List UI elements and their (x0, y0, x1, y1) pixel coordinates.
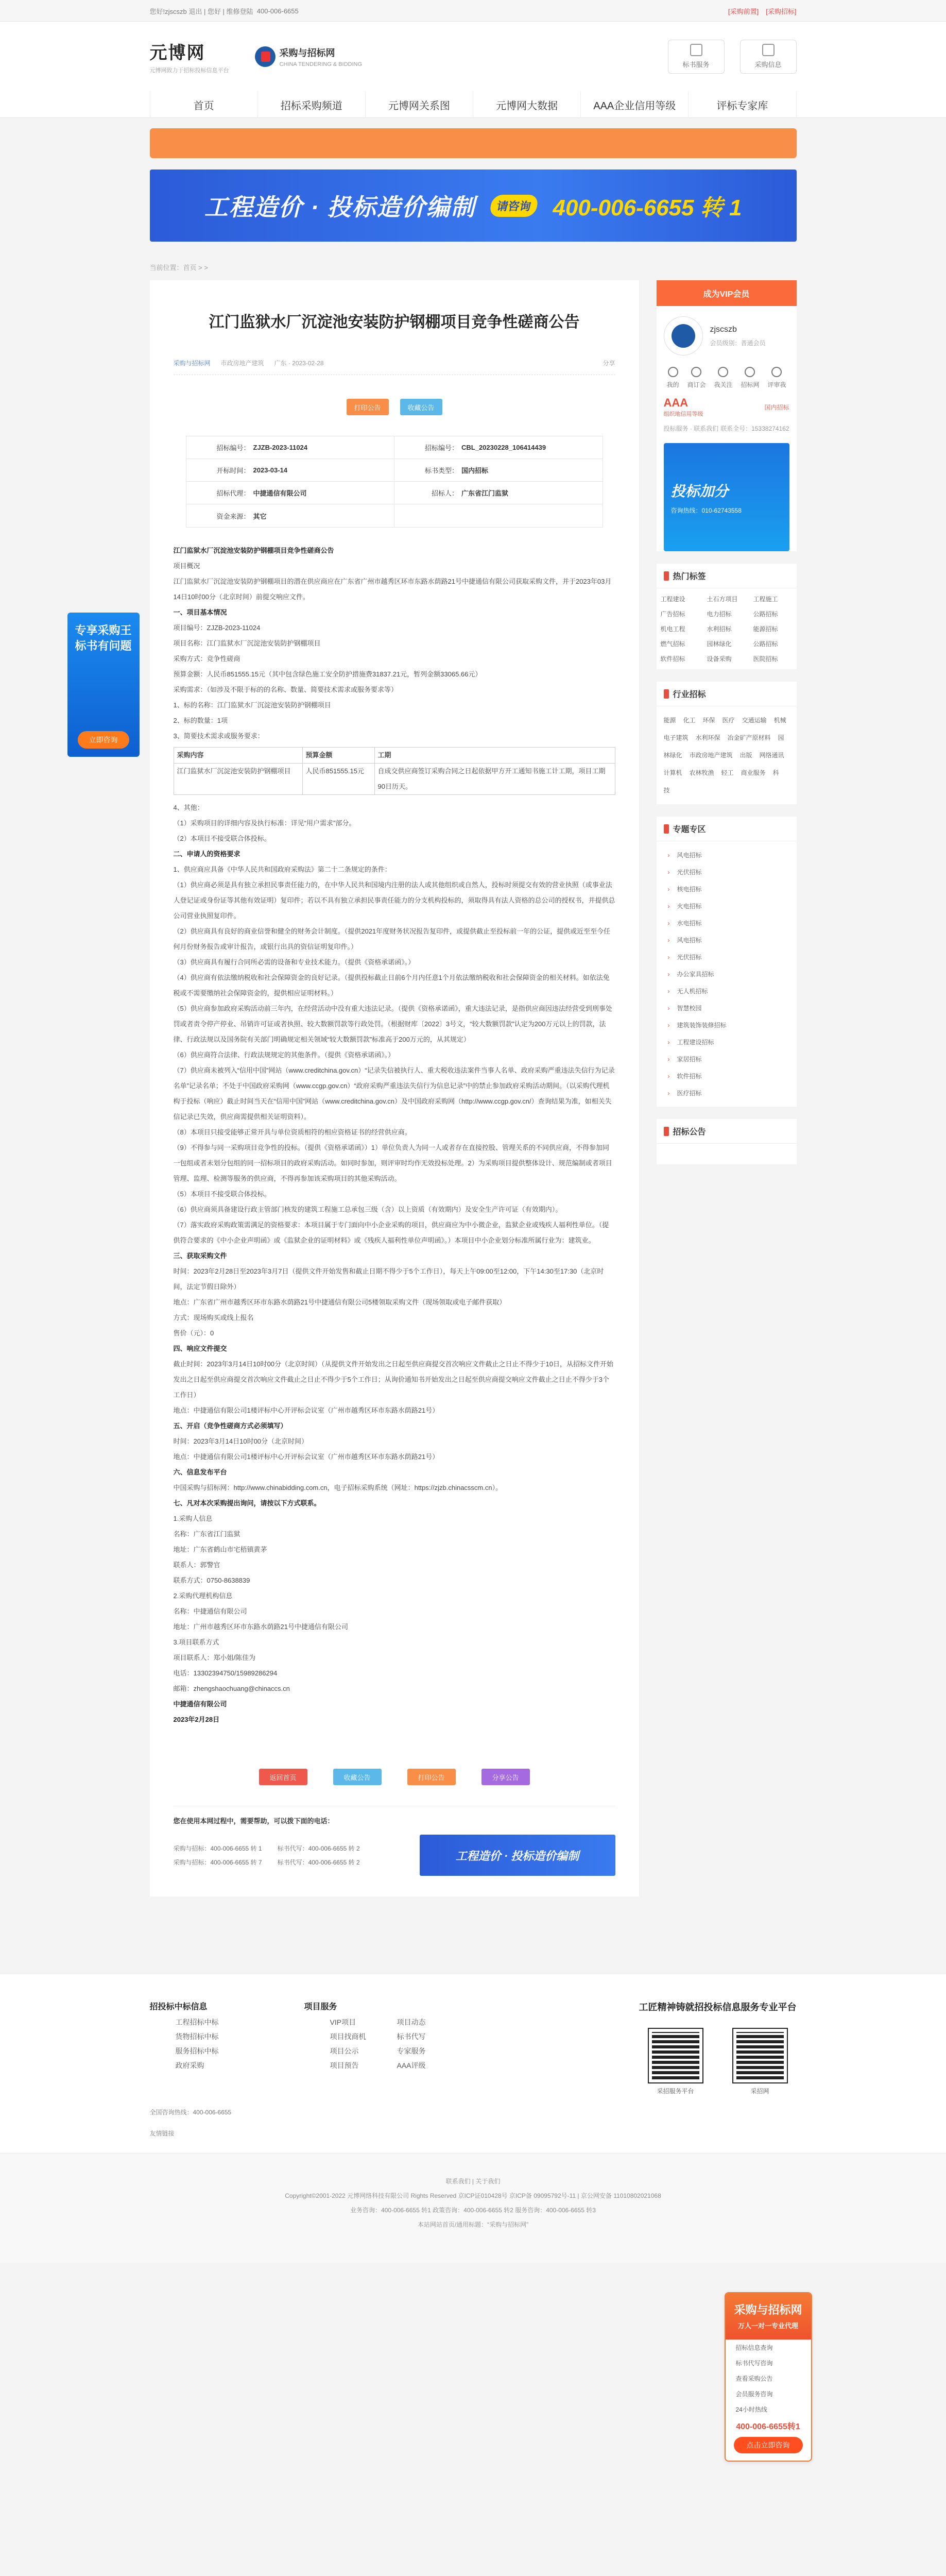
ad-banner[interactable] (150, 170, 797, 242)
body-paragraph: 二、申请人的资格要求 (173, 850, 240, 858)
right-float-panel (725, 2292, 812, 2462)
body-paragraph: （7）落实政府采购政策需满足的资格要求：本项目属于专门面向中小企业采购的项目，供应商应为中小微企业，监狱企业或残疾人福利性单位。（提供符合要求的《中小企业声明函》或《监狱企业的证明材料》或《残疾人福利性单位声明函》。）本项目中小企业划分标准所属行业为：建筑业。 (173, 1221, 609, 1244)
body-paragraph: 联系方式：0750-8638839 (173, 1577, 250, 1584)
friend-links[interactable]: 友情链接 (149, 2130, 175, 2137)
info-cell (394, 459, 603, 481)
info-row (186, 436, 603, 459)
hot-tag[interactable]: 公路招标 (753, 640, 778, 648)
body-paragraph: 1.采购人信息 (173, 1515, 213, 1522)
industry-title: 行业招标 (673, 690, 706, 699)
industry-link[interactable]: 水利环保 (695, 734, 720, 741)
body-paragraph: 中国采购与招标网：http://www.chinabidding.com.cn，电子招标采购系统（网址：https://zjzb.chinacsscm.cn）。 (173, 1484, 503, 1492)
shortcut-label: 招标网 (741, 381, 760, 388)
bottom-share-button[interactable]: 分享公告 (481, 1769, 530, 1785)
aaa-badge[interactable] (664, 396, 703, 418)
nav-item[interactable]: 元博网关系图 (366, 91, 473, 118)
info-cell (394, 482, 603, 504)
footer-link[interactable]: 服务招标中标 (175, 2047, 219, 2055)
float-item[interactable]: 招标信息查询 (735, 2344, 773, 2351)
info-key: 招标编号： (216, 444, 250, 452)
notice-title: 招标公告 (673, 1128, 706, 1137)
footer-link[interactable]: 政府采购 (175, 2061, 204, 2070)
section-marker-icon (664, 1127, 669, 1136)
topic-link[interactable]: › 医疗招标 (657, 1084, 797, 1101)
body-paragraph: 3、简要技术需求或服务要求： (173, 732, 264, 740)
side-ad[interactable] (664, 443, 789, 551)
body-paragraph: 江门监狱水厂沉淀池安装防护钢棚项目竞争性磋商公告 (173, 547, 334, 554)
main-nav (0, 91, 946, 118)
info-row (186, 459, 603, 482)
info-key: 招标人： (431, 489, 458, 497)
topic-link[interactable]: › 建筑装饰装修招标 (657, 1016, 797, 1033)
qr-code-2 (733, 2029, 787, 2095)
info-cell (394, 436, 603, 459)
user-shortcut[interactable] (767, 367, 786, 389)
body-paragraph: 七、凡对本次采购提出询问，请按以下方式联系。 (173, 1499, 321, 1507)
topic-title: 专题专区 (673, 825, 706, 834)
help-phone-3: 采购与招标：400-006-6655 转 7 (173, 1859, 262, 1866)
purchase-info-button[interactable] (740, 40, 797, 74)
banner-title: 工程造价 · 投标造价编制 (204, 194, 476, 221)
body-paragraph: 地点：广东省广州市越秀区环市东路水荫路21号中捷通信有限公司5楼领取采购文件（现场领取或电子邮件获取） (173, 1298, 506, 1306)
article-body (174, 543, 615, 744)
body-paragraph: （9）不得参与同一采购项目竞争性的投标。（提供《资格承诺函》）1）单位负责人为同一人或者存在直接控股、管理关系的不同供应商，不得参加同一包组或者未划分包组的同一招标项目的政府采购活动。如同时参加，则评审时均作无效投标处理。2）为采购项目提供整体设计、规范编制或者项目管理、监理、检测等服务的供应商，不得再参加该采购项目的其他采购活动。 (173, 1144, 612, 1182)
logo-main: 元博网 (149, 43, 205, 63)
info-cell (186, 436, 394, 459)
meta-date: 广东 · 2023-02-28 (274, 360, 324, 367)
body-paragraph: 项目编号：ZJZB-2023-11024 (173, 624, 261, 632)
body-paragraph: 截止时间：2023年3月14日10时00分（北京时间）（从提供文件开始发出之日起至供应商提交首次响应文件截止之日止不得少于10日，从招标文件开始发出之日起至供应商提交首次响应文件截止之日止不得少于5个工作日；从询价通知书开始发出之日起至供应商提交响应文件截止之日止不得少于3个工作日） (173, 1360, 613, 1399)
industry-link[interactable]: 交通运输 (742, 717, 767, 724)
topic-link[interactable]: › 家居招标 (657, 1050, 797, 1067)
breadcrumb: 当前位置：首页 > > (149, 264, 208, 272)
body-paragraph: （4）供应商有依法缴纳税收和社会保障资金的良好记录。（提供投标截止日前6个月内任意1个月依法缴纳税收和社会保障资金的相关材料。如依法免税或不需要缴纳社会保障资金的，提供相应证明材料。） (173, 974, 610, 997)
body-paragraph: 三、获取采购文件 (173, 1252, 227, 1260)
aaa-sub: 组织地信用等级 (663, 411, 703, 417)
bid-service-button[interactable] (668, 40, 725, 74)
help-title: 您在使用本网过程中，需要帮助，可以拨下面的电话： (174, 1806, 615, 1825)
edit-icon (762, 44, 775, 56)
footer-phone: 全国咨询热线：400-006-6655 (149, 2109, 232, 2116)
footer-link[interactable]: 项目预告 (330, 2061, 359, 2070)
body-paragraph: 项目名称：江门监狱水厂沉淀池安装防护钢棚项目 (173, 639, 321, 647)
bottom-favorite-button[interactable]: 收藏公告 (333, 1769, 382, 1785)
info-key: 资金来源： (216, 512, 250, 520)
article-title: 江门监狱水厂沉淀池安装防护钢棚项目竞争性磋商公告 (209, 314, 580, 331)
industry-link[interactable]: 环保 (702, 717, 715, 724)
float-item[interactable]: 24小时热线 (735, 2405, 767, 2413)
info-table (186, 436, 603, 528)
print-button[interactable]: 打印公告 (347, 399, 389, 415)
left-float-sub: 标书有问题 (75, 639, 132, 652)
topbar (0, 0, 946, 22)
user-shortcut[interactable] (667, 367, 679, 389)
article-body-2 (174, 800, 615, 1727)
body-paragraph: 六、信息发布平台 (173, 1468, 227, 1476)
body-paragraph: 2、标的数量：1项 (173, 717, 228, 724)
topbar-link-1[interactable]: [采购前置] (728, 7, 759, 15)
topic-link[interactable]: › 风电招标 (657, 931, 797, 948)
body-paragraph: 电话：13302394750/15989286294 (173, 1669, 278, 1677)
footer-slogan: 工匠精神铸就招投标信息服务专业平台 (639, 2002, 797, 2012)
shortcut-icon (771, 367, 782, 377)
document-icon (690, 44, 702, 56)
info-value: ZJZB-2023-11024 (253, 444, 308, 451)
info-value: 中捷通信有限公司 (253, 489, 307, 497)
meta-category: 市政房地产建筑 (220, 360, 264, 367)
bottom-print-button[interactable]: 打印公告 (407, 1769, 456, 1785)
body-paragraph: 2023年2月28日 (173, 1716, 220, 1723)
body-paragraph: （6）供应商符合法律、行政法规规定的其他条件。（提供《资格承诺函》。） (173, 1051, 395, 1059)
body-paragraph: 地址：广州市越秀区环市东路水荫路21号中捷通信有限公司 (173, 1623, 348, 1631)
favorite-button[interactable]: 收藏公告 (400, 399, 442, 415)
body-paragraph: （1）供应商必须是具有独立承担民事责任能力的，在中华人民共和国境内注册的法人或其他组织或自然人，投标时须提交有效的营业执照（或事业法人登记证或身份证等其他有效证明）复印件；若以不具有独立承担民事责任能力的分支机构投标的，须取得具有法人资格的总公司的授权书，并提供总公司营业执照复印件。 (173, 881, 615, 920)
info-cell (186, 482, 394, 504)
sidebar (657, 280, 797, 1177)
topic-link[interactable]: › 火电招标 (657, 897, 797, 914)
body-paragraph: 3.项目联系方式 (173, 1638, 219, 1646)
body-paragraph: 名称：广东省江门监狱 (173, 1530, 240, 1538)
body-paragraph: 1、供应商应具备《中华人民共和国政府采购法》第二十二条规定的条件： (173, 866, 391, 873)
info-cell (186, 504, 394, 527)
shortcut-icon (668, 367, 678, 377)
footer-link[interactable]: 项目找商机 (330, 2032, 366, 2041)
hot-tag[interactable]: 软件招标 (660, 655, 685, 663)
footer-link[interactable]: 货物招标中标 (175, 2032, 219, 2041)
topbar-link-2[interactable]: [采购招标] (766, 7, 797, 15)
body-paragraph: 项目概况 (173, 562, 200, 570)
help-phone-1: 采购与招标：400-006-6655 转 1 (173, 1845, 262, 1852)
service-link[interactable]: 投标服务 · 联系我们 (663, 425, 719, 432)
contact-phone: 联系全号：15338274162 (720, 425, 789, 432)
user-shortcut[interactable] (714, 367, 732, 389)
side-ad-title: 投标加分 (670, 483, 729, 499)
partner-title: 采购与招标网 (279, 47, 335, 58)
qr-label-1: 采招服务平台 (657, 2088, 694, 2095)
topbar-phone: 400-006-6655 (256, 7, 299, 15)
body-paragraph: 4、其他： (173, 804, 204, 811)
copy-links[interactable]: 联系我们 | 关于我们 (445, 2178, 501, 2185)
topic-link[interactable]: › 核电招标 (657, 880, 797, 897)
qr-code-1 (649, 2029, 702, 2095)
industry-link[interactable]: 市政房地产建筑 (689, 752, 733, 759)
avatar (664, 316, 703, 355)
user-shortcut[interactable] (687, 367, 706, 389)
partner-logo-icon (255, 46, 276, 67)
industry-link[interactable]: 出版 (739, 752, 752, 759)
float-item[interactable]: 会员服务咨询 (735, 2390, 773, 2398)
nav-item[interactable]: 评标专家库 (689, 91, 796, 118)
nav-item[interactable]: 首页 (150, 91, 258, 118)
body-paragraph: 1、标的名称：江门监狱水厂沉淀池安装防护钢棚项目 (173, 701, 331, 709)
body-paragraph: 项目联系人：郑小姐/陈佳为 (173, 1654, 256, 1662)
section-marker-icon (664, 571, 669, 581)
hot-tag[interactable]: 医院招标 (753, 655, 778, 663)
body-paragraph: 地址：广东省鹤山市宅梧镇黄茅 (173, 1546, 267, 1553)
need-head-3: 工期 (377, 751, 391, 759)
info-key: 标书类型： (424, 467, 458, 474)
shortcut-label: 商订会 (687, 381, 706, 388)
username: zjscszb (710, 325, 737, 334)
body-paragraph: 名称：中捷通信有限公司 (173, 1607, 247, 1615)
body-paragraph: （6）供应商须具备建设行政主管部门核发的建筑工程施工总承包三级（含）以上资质（有效期内）及安全生产许可证（有效期内）。 (173, 1206, 562, 1213)
info-value: 其它 (253, 512, 267, 520)
section-marker-icon (664, 824, 669, 834)
info-row (186, 504, 603, 527)
hot-tag[interactable]: 能源招标 (753, 625, 778, 633)
need-cell-2: 人民币851555.15元 (303, 764, 375, 794)
nav-item[interactable]: 元博网大数据 (473, 91, 581, 118)
body-paragraph: 邮箱：zhengshaochuang@chinaccs.cn (173, 1685, 290, 1692)
info-value: 2023-03-14 (253, 466, 287, 474)
article (150, 280, 639, 1896)
logo-sub: 元博网致力于招标投标信息平台 (149, 67, 229, 74)
industry-link[interactable]: 科技 (663, 769, 779, 794)
hot-tags-title: 热门标签 (673, 572, 706, 581)
topic-link[interactable]: › 软件招标 (657, 1067, 797, 1084)
article-meta (174, 359, 615, 375)
footer (0, 1974, 946, 2153)
float-phone: 400-006-6655转1 (736, 2422, 800, 2431)
topic-link[interactable]: › 智慧校园 (657, 999, 797, 1016)
hot-tag[interactable]: 工程施工 (753, 596, 778, 603)
body-paragraph: （1）采购项目的详细内容及执行标准：详见“用户需求”部分。 (173, 819, 356, 827)
industry-link[interactable]: 农林牧渔 (689, 769, 714, 776)
notice-bar (150, 128, 797, 158)
footer-link[interactable]: 工程招标中标 (175, 2018, 219, 2026)
need-head-2: 预算金额 (303, 748, 375, 763)
hot-tag[interactable]: 电力招标 (707, 611, 732, 618)
hot-tag[interactable]: 机电工程 (660, 625, 685, 633)
info-cell (186, 459, 394, 481)
section-marker-icon (664, 689, 669, 699)
body-paragraph: （5）供应商参加政府采购活动前三年内，在经营活动中没有重大违法记录。（提供《资格承诺函》，重大违法记录，是指供应商因违法经营受到刑事处罚或者责令停产停业、吊销许可证或者执照、较大数额罚款等行政处罚。（根据财库〔2022〕3号文，“较大数额罚款”认定为200万元以上的罚款，法律、行政法规以及国务院有关部门明确规定相关领域“较大数额罚款”标准高于200万元的，从其规定） (173, 1005, 612, 1043)
topic-link[interactable]: › 无人机招标 (657, 982, 797, 999)
need-cell-1: 江门监狱水厂沉淀池安装防护钢棚项目 (174, 764, 303, 794)
header (0, 22, 946, 91)
vip-button[interactable]: 成为VIP会员 (657, 280, 797, 306)
hot-tag[interactable]: 工程建设 (660, 596, 685, 603)
body-paragraph: 四、响应文件提交 (173, 1345, 227, 1352)
industry-link[interactable]: 网络通讯计算机 (663, 752, 784, 776)
industry-link[interactable]: 商业服务 (741, 769, 766, 776)
user-panel (657, 306, 797, 443)
info-key: 招标编号： (424, 444, 458, 452)
bid-service-label: 标书服务 (682, 61, 710, 69)
body-paragraph: 江门监狱水厂沉淀池安装防护钢棚项目的潜在供应商应在广东省广州市越秀区环市东路水荫路21号中捷通信有限公司获取采购文件，并于2023年03月14日10时00分（北京时间）前提交响应文件。 (173, 578, 612, 601)
info-key: 招标代理： (216, 489, 250, 497)
copyright (0, 2153, 946, 2263)
hot-tag[interactable]: 广告招标 (660, 611, 685, 618)
float-title: 采购与招标网 (734, 2303, 802, 2316)
partner-logo[interactable] (255, 46, 363, 67)
left-float-cta[interactable]: 立即咨询 (78, 731, 129, 749)
footer-link[interactable]: 项目动态 (397, 2018, 426, 2026)
help-phone-2: 标书代写：400-006-6655 转 2 (277, 1845, 360, 1852)
footer-link[interactable]: 专家服务 (397, 2047, 426, 2055)
body-paragraph: 时间：2023年3月14日10时00分（北京时间） (173, 1437, 308, 1445)
body-paragraph: 一、项目基本情况 (173, 608, 227, 616)
copy-note: 本站网站首页/通用标题：“采购与招标网” (417, 2221, 529, 2228)
purchase-info-label: 采购信息 (754, 61, 782, 69)
share-link[interactable]: 分享 (603, 360, 615, 367)
info-cell (394, 504, 603, 527)
industry-link[interactable]: 医疗 (722, 717, 735, 724)
need-cell-3: 自成交供应商签订采购合同之日起依据甲方开工通知书施工计工期，项目工期90日历天。 (377, 767, 606, 790)
body-paragraph: 联系人：郭警官 (173, 1561, 220, 1569)
topic-link[interactable]: › 水电招标 (657, 914, 797, 931)
back-home-button[interactable]: 返回首页 (259, 1769, 307, 1785)
copy-phones: 业务咨询：400-006-6655 转1 政策咨询：400-006-6655 转2 服务咨询：400-006-6655 转3 (350, 2207, 596, 2214)
shortcut-icon (718, 367, 728, 377)
body-paragraph: 采购方式：竞争性磋商 (173, 655, 240, 663)
left-float-title: 专享采购王 (75, 624, 132, 637)
info-value: 国内招标 (461, 467, 489, 474)
footer-link[interactable]: VIP项目 (330, 2018, 356, 2026)
body-paragraph: （2）本项目不接受联合体投标。 (173, 835, 271, 842)
hot-tag[interactable]: 水利招标 (707, 625, 732, 633)
topic-link[interactable]: › 风电招标 (657, 846, 797, 863)
shortcut-label: 评审我 (767, 381, 786, 388)
left-float-ad[interactable] (67, 613, 140, 757)
body-paragraph: 预算金额：人民币851555.15元（其中包含绿色施工安全防护措施费31837.21元，暂列金额33065.66元） (173, 670, 482, 678)
shortcut-label: 我关注 (714, 381, 733, 388)
body-paragraph: 五、开启（竞争性磋商方式必须填写） (173, 1422, 287, 1430)
float-item[interactable]: 标书代写咨询 (735, 2359, 773, 2367)
side-ad-phone: 咨询热线：010-62743558 (670, 506, 742, 514)
hot-tag[interactable]: 燃气招标 (660, 640, 685, 648)
float-item[interactable]: 查看采购公告 (735, 2375, 773, 2382)
industry-link[interactable]: 化工 (683, 717, 696, 724)
help-phone-4: 标书代写：400-006-6655 转 2 (277, 1859, 360, 1866)
topic-link[interactable]: › 光伏招标 (657, 948, 797, 965)
topic-link[interactable]: › 光伏招标 (657, 863, 797, 880)
body-paragraph: 采购需求：（如涉及不限于标的的名称、数量、简要技术需求或服务要求等） (173, 686, 398, 693)
banner-badge: 请咨询 (489, 195, 540, 217)
body-paragraph: （5）本项目不接受联合体投标。 (173, 1190, 271, 1198)
qr-label-2: 采招网 (750, 2088, 769, 2095)
need-table (174, 747, 615, 795)
body-paragraph: 2.采购代理机构信息 (173, 1592, 233, 1600)
hot-tag[interactable]: 土石方项目 (707, 596, 738, 603)
industry-link[interactable]: 轻工 (721, 769, 734, 776)
banner-phone: 400-006-6655 转 1 (553, 195, 742, 221)
shortcut-icon (691, 367, 701, 377)
body-paragraph: 地点：中捷通信有限公司1楼评标中心开评标会议室（广州市越秀区环市东路水荫路21号） (173, 1453, 439, 1461)
body-paragraph: （2）供应商具有良好的商业信誉和健全的财务会计制度。（提供2021年度财务状况报告复印件，或提供截止至投标前一年的公证，提供或近至至今任何月份财务报告或审计报告，或银行出具的资信证明复印件。） (173, 927, 611, 951)
shortcut-icon (745, 367, 755, 377)
info-value: 广东省江门监狱 (461, 489, 509, 497)
nav-item[interactable]: 招标采购频道 (258, 91, 366, 118)
aaa-label: AAA (663, 396, 689, 409)
user-shortcut[interactable] (741, 367, 759, 389)
industry-link[interactable]: 冶金矿产原材料 (727, 734, 771, 741)
hot-tag[interactable]: 公路招标 (753, 611, 778, 618)
need-head-1: 采购内容 (174, 748, 303, 763)
hot-tag[interactable]: 设备采购 (707, 655, 732, 663)
body-paragraph: （7）供应商未被列入“信用中国”网站（www.creditchina.gov.cn）“记录失信被执行人、重大税收违法案件当事人名单、政府采购严重违法失信行为记录名单”记录名单；不处于中国政府采购网（www.ccgp.gov.cn）“政府采购严重违法失信行为信息记录”中的禁止参加政府采购活动期间。（以采购代理机构于投标（响应）截止时间当天在“信用中国”网站（www.creditchina.gov.cn）及中国政府采购网（http://www.ccgp.gov.cn/）查询结果为准，如相关失信记录已失效，供应商需提供相关证明资料）。 (173, 1066, 615, 1121)
float-sub: 万人一对一专业代理 (737, 2322, 798, 2330)
body-paragraph: 地点：中捷通信有限公司1楼评标中心开评标会议室（广州市越秀区环市东路水荫路21号） (173, 1406, 439, 1414)
body-paragraph: 方式：现场购买或线上报名 (173, 1314, 254, 1321)
body-paragraph: （8）本项目只接受能够正常开具与单位资质相符的相应资格证书的经营供应商。 (173, 1128, 411, 1136)
body-paragraph: 售价（元）：0 (173, 1329, 214, 1337)
info-row (186, 482, 603, 504)
topic-link[interactable]: › 工程建设招标 (657, 1033, 797, 1050)
copy-text: Copyright©2001-2022 元博网络科技有限公司 Rights Reserved 京ICP证010428号 京ICP备 09095792号-11 | 京公网安备 11010802021068 (285, 2192, 661, 2199)
body-paragraph: （3）供应商具有履行合同所必需的设备和专业技术能力。（提供《资格承诺函》。） (173, 958, 415, 966)
body-paragraph: 中捷通信有限公司 (173, 1700, 227, 1708)
topbar-left: 您好!zjscszb 退出 | 您好 | 维修登陆 (149, 7, 253, 15)
industry-link[interactable]: 园林绿化 (663, 734, 784, 759)
footer-col2-title: 项目服务 (304, 2003, 337, 2011)
info-key: 开标时间： (216, 467, 250, 474)
user-level: 会员级别：普通会员 (710, 339, 766, 347)
partner-sub: CHINA TENDERING & BIDDING (279, 61, 363, 67)
info-value: CBL_20230228_106414439 (461, 444, 546, 451)
aaa-right: 国内招标 (764, 403, 789, 411)
footer-col1-title: 招投标中标信息 (149, 2003, 208, 2011)
footer-link[interactable]: 标书代写 (397, 2032, 426, 2041)
nav-item[interactable]: AAA企业信用等级 (581, 91, 689, 118)
footer-link[interactable]: 项目公示 (330, 2047, 359, 2055)
hot-tag[interactable]: 园林绿化 (707, 640, 732, 648)
topic-link[interactable]: › 办公家具招标 (657, 965, 797, 982)
body-paragraph: 时间：2023年2月28日至2023年3月7日（提供文件开始发售和截止日期不得少于5个工作日），每天上午09:00至12:00，下午14:30至17:30（北京时间，法定节假日除外） (173, 1267, 604, 1291)
industry-link[interactable]: 机械电子建筑 (663, 717, 786, 741)
industry-link[interactable]: 能源 (663, 717, 676, 724)
shortcut-label: 我的 (666, 381, 679, 388)
float-consult-button[interactable]: 点击立即咨询 (734, 2437, 803, 2453)
footer-link[interactable]: AAA评级 (397, 2061, 426, 2070)
meta-source[interactable]: 采购与招标网 (173, 360, 211, 367)
site-logo[interactable] (150, 39, 248, 74)
help-banner[interactable]: 工程造价 · 投标造价编制 (420, 1835, 615, 1876)
